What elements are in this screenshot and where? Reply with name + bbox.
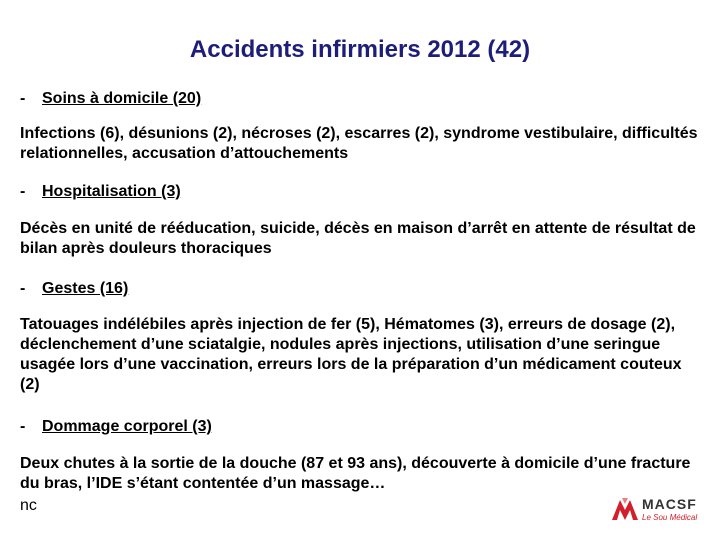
section-heading-hospitalisation	[20, 183, 181, 201]
section-text-dommage-corporel: Deux chutes à la sortie de la douche (87 et 93 ans), découverte à domicile d’une fracture du bras, l’IDE s’étant contentée d’un massage…	[20, 455, 691, 492]
section-heading-label: Soins à domicile (20)	[42, 90, 202, 107]
footer-note: nc	[20, 497, 37, 514]
bullet-dash: -	[20, 418, 26, 435]
section-heading-label: Gestes (16)	[42, 280, 129, 297]
section-heading-dommage-corporel	[20, 418, 212, 436]
section-text-hospitalisation: Décès en unité de rééducation, suicide, décès en maison d’arrêt en attente de résultat de bilan après douleurs thoraciques	[20, 220, 696, 257]
bullet-dash: -	[20, 183, 26, 200]
logo-tagline: Le Sou Médical	[642, 513, 698, 522]
section-text-gestes: Tatouages indélébiles après injection de fer (5), Hématomes (3), erreurs de dosage (2), déclenchement d’une sciatalgie, nodules après injections, utilisation d’une seringue usagée lors d’une vaccination, erreurs lors de la préparation d’un médicament couteux (2)	[20, 316, 682, 393]
bullet-dash: -	[20, 280, 26, 297]
section-heading-soins-domicile	[20, 90, 201, 108]
slide-title: Accidents infirmiers 2012 (42)	[189, 36, 531, 63]
section-heading-label: Hospitalisation (3)	[42, 183, 181, 200]
macsf-logo-icon	[610, 494, 640, 524]
bullet-dash: -	[20, 90, 26, 107]
section-text-soins-domicile: Infections (6), désunions (2), nécroses (2), escarres (2), syndrome vestibulaire, difficultés relationnelles, accusation d’attouchements	[20, 125, 698, 162]
macsf-logo	[610, 492, 710, 528]
logo-name: MACSF	[642, 496, 697, 512]
section-heading-label: Dommage corporel (3)	[42, 418, 212, 435]
section-heading-gestes	[20, 280, 128, 298]
